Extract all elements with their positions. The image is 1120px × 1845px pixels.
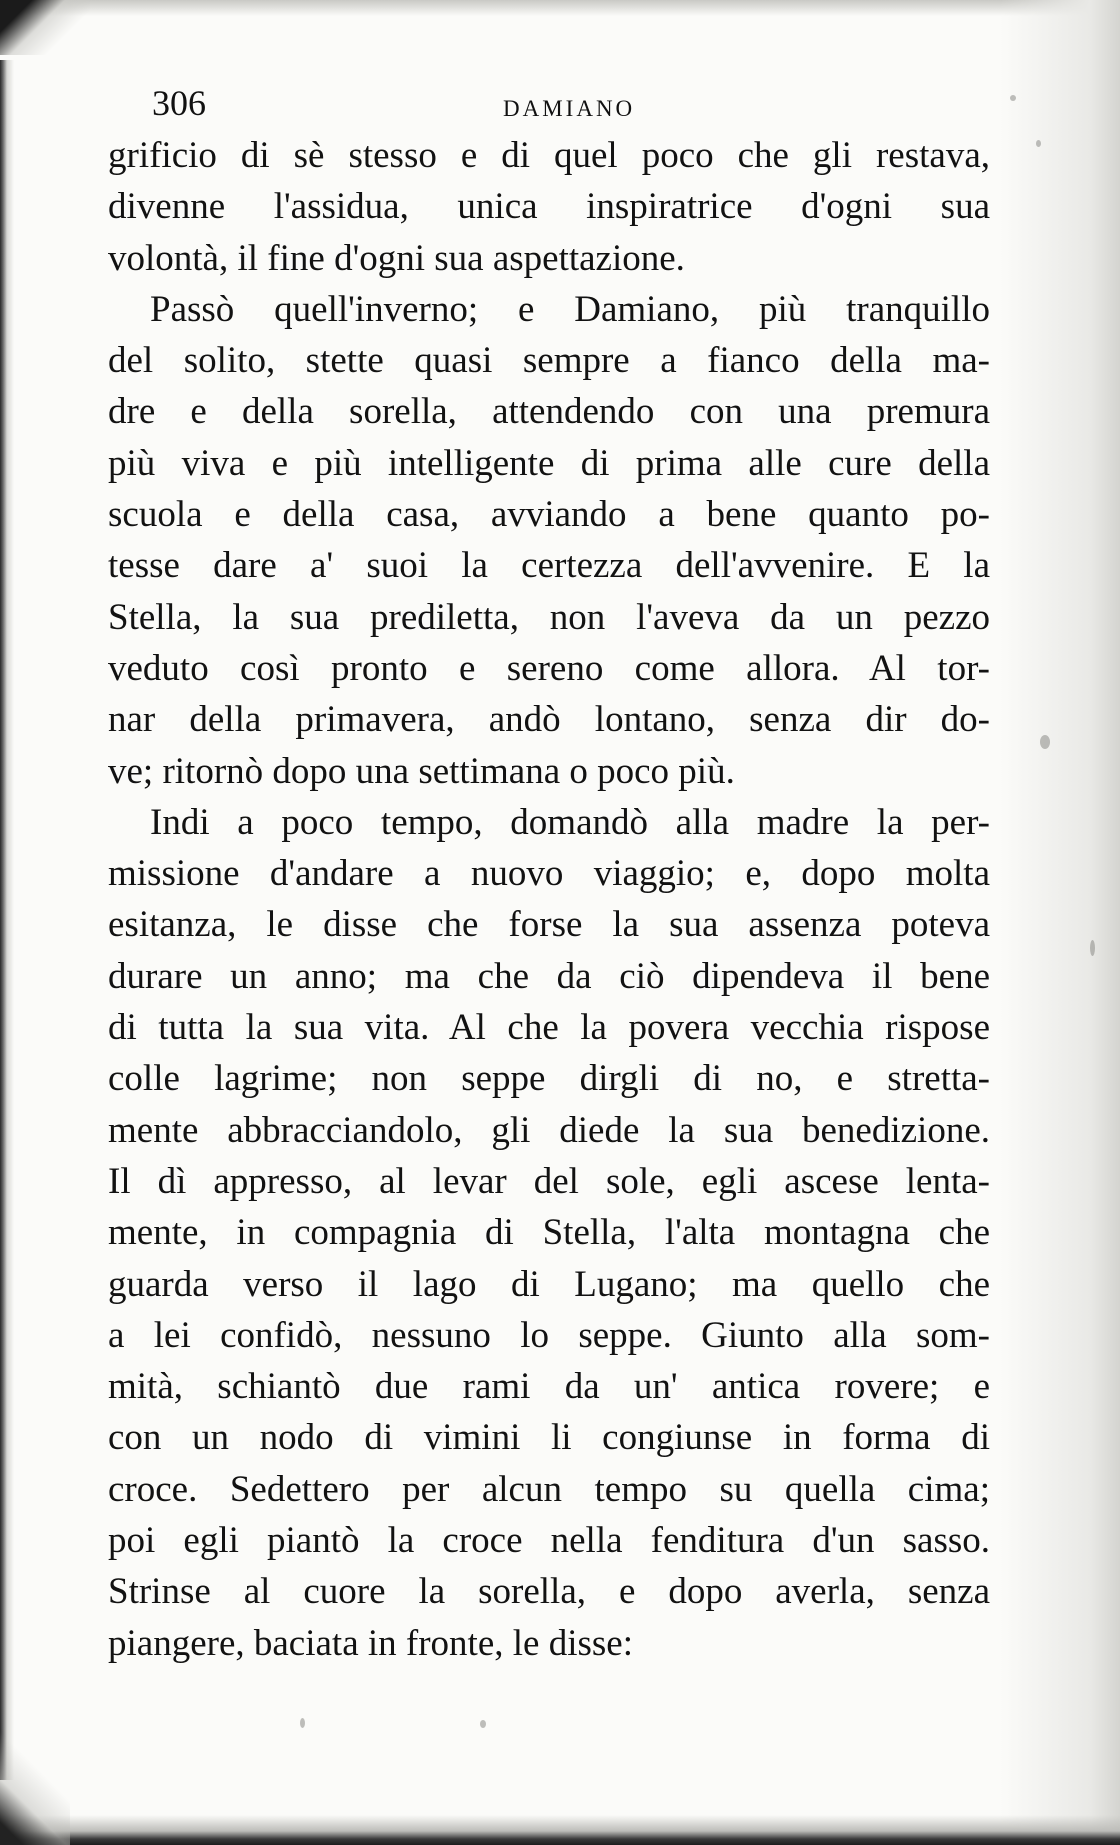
text-line: veduto così pronto e sereno come allora. Al tor- [108, 647, 990, 689]
paper-speck [1036, 140, 1041, 147]
page-header [108, 83, 988, 133]
text-line: volontà, il fine d'ogni sua aspettazione. [108, 237, 685, 279]
text-line: mente, in compagnia di Stella, l'alta montagna che [108, 1212, 990, 1254]
text-line: Il dì appresso, al levar del sole, egli ascese lenta- [108, 1160, 990, 1202]
text-line: dre e della sorella, attendendo con una premura [108, 391, 990, 433]
text-line: di tutta la sua vita. Al che la povera vecchia rispose [108, 1007, 990, 1049]
paper-speck [1010, 95, 1016, 101]
text-line: missione d'andare a nuovo viaggio; e, dopo molta [108, 853, 990, 895]
paper-speck [1090, 940, 1095, 956]
text-line: esitanza, le disse che forse la sua assenza poteva [108, 904, 990, 946]
text-line: nar della primavera, andò lontano, senza dir do- [108, 699, 990, 741]
page-bottom-left-corner-shadow [0, 1725, 70, 1845]
text-line: tesse dare a' suoi la certezza dell'avvenire. E la [108, 545, 990, 587]
paper-speck [1040, 735, 1050, 749]
text-line: Stella, la sua prediletta, non l'aveva da un pezzo [108, 596, 990, 638]
text-line: guarda verso il lago di Lugano; ma quello che [108, 1263, 990, 1305]
running-title: DAMIANO [503, 96, 636, 121]
page-top-edge-shadow [0, 0, 1120, 16]
text-line: poi egli piantò la croce nella fenditura d'un sasso. [108, 1520, 990, 1562]
text-line: più viva e più intelligente di prima alle cure della [108, 442, 990, 484]
text-line: croce. Sedettero per alcun tempo su quella cima; [108, 1468, 990, 1510]
text-line: piangere, baciata in fronte, le disse: [108, 1622, 633, 1664]
text-line: Strinse al cuore la sorella, e dopo averla, senza [108, 1571, 990, 1613]
text-line: Passò quell'inverno; e Damiano, più tranquillo [150, 288, 990, 330]
text-line: scuola e della casa, avviando a bene quanto po- [108, 494, 990, 536]
page-number: 306 [152, 83, 206, 123]
page-top-left-corner-shadow [0, 0, 90, 55]
page-bottom-edge-shadow [0, 1815, 1120, 1845]
text-line: Indi a poco tempo, domandò alla madre la per- [150, 801, 990, 843]
text-line: divenne l'assidua, unica inspiratrice d'ogni sua [108, 186, 990, 228]
text-line: colle lagrime; non seppe dirgli di no, e stretta- [108, 1058, 990, 1100]
text-line: con un nodo di vimini li congiunse in forma di [108, 1417, 990, 1459]
body-text [108, 130, 990, 1669]
text-line: mente abbracciandolo, gli diede la sua benedizione. [108, 1109, 990, 1151]
text-line: durare un anno; ma che da ciò dipendeva il bene [108, 955, 990, 997]
page-left-edge-shadow [0, 60, 14, 1780]
paper-speck [480, 1720, 486, 1728]
text-line: grificio di sè stesso e di quel poco che gli restava, [108, 135, 990, 176]
page-right-edge-shadow [1000, 0, 1120, 1845]
text-line: del solito, stette quasi sempre a fianco della ma- [108, 340, 990, 382]
text-line: mità, schiantò due rami da un' antica rovere; e [108, 1366, 990, 1408]
paper-speck [300, 1718, 305, 1728]
text-line: a lei confidò, nessuno lo seppe. Giunto alla som- [108, 1314, 990, 1356]
text-line: ve; ritornò dopo una settimana o poco più. [108, 750, 735, 792]
